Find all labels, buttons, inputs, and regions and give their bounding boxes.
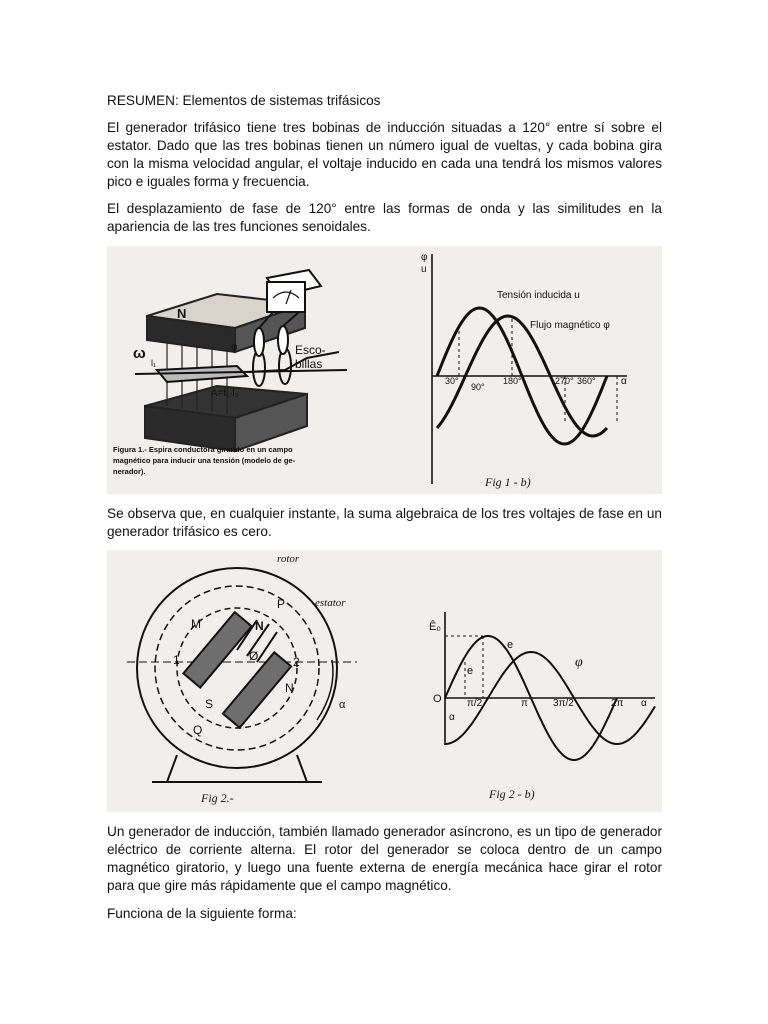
chart-2-grid	[445, 636, 483, 698]
paragraph-phase-shift: El desplazamiento de fase de 120° entre las formas de onda y las similitudes en la apariencia de las tres funciones senoidales.	[107, 201, 662, 234]
chart-2-x-label: α	[641, 698, 647, 709]
peak-emf-label: Ê₀	[429, 621, 441, 633]
brushes-label-2: billas	[295, 357, 323, 371]
tick-3pi-over-2: 3π/2	[553, 698, 574, 709]
area-label: A=l₁·l₂	[211, 388, 239, 399]
tick-180: 180°	[503, 376, 522, 386]
figure-2-label: Fig 2.-	[201, 791, 234, 805]
figure-2b-label: Fig 2 - b)	[489, 787, 535, 801]
figure-1b-label: Fig 1 - b)	[485, 475, 531, 489]
voltage-curve-label: Tensión inducida u	[497, 290, 580, 301]
figure-2-induction-generator	[107, 550, 662, 812]
chart-1-x-label: α	[621, 376, 627, 387]
chart-1-y-label-u: u	[421, 264, 427, 275]
emf-instant-label: e	[467, 665, 474, 677]
paragraph-how-it-works: Funciona de la siguiente forma:	[107, 906, 297, 921]
pole-n: N	[255, 619, 264, 633]
flux-curve-label: φ	[575, 655, 583, 670]
stator-label: estator	[315, 597, 346, 609]
origin-label: O	[433, 693, 442, 705]
stator-outer-ring	[137, 568, 337, 768]
figure-2-drawing	[107, 550, 662, 812]
coil-south	[223, 652, 291, 727]
flux-curve-label: Flujo magnético φ	[530, 320, 610, 331]
figure-1-generator-model	[107, 246, 662, 494]
tick-2pi: 2π	[611, 698, 624, 709]
tick-pi: π	[521, 698, 528, 709]
figure-1-drawing	[107, 246, 662, 494]
tick-270: 270°	[555, 376, 574, 386]
chart-1-y-label-phi: φ	[421, 252, 428, 263]
emf-curve-label: e	[507, 639, 514, 651]
tick-30: 30°	[445, 376, 459, 386]
paragraph-sum-zero: Se observa que, en cualquier instante, la suma algebraica de los tres voltajes de fase en un generador trifásico es cero.	[107, 506, 662, 539]
pole-s: S	[205, 697, 214, 711]
point-q: Q	[193, 723, 203, 737]
paragraph-three-phase-generator: El generador trifásico tiene tres bobinas de inducción situadas a 120° entre sí sobre el estator. Dado que las tres bobinas tienen un número igual de vueltas, y cada bobina gira con la misma velocidad angular, el voltaje inducido en cada una tendrá los mismos valores pico e iguales forma y frecuencia.	[107, 120, 662, 189]
phi-label: φ	[231, 342, 238, 353]
brush-2	[278, 326, 288, 354]
pole-n-lower: N	[285, 681, 294, 695]
angle-label: α	[449, 712, 455, 723]
flux-symbol: Ø	[249, 649, 259, 663]
terminal-2: 2	[293, 655, 300, 669]
rotation-angle-label: α	[339, 699, 346, 711]
rotor-label: rotor	[277, 553, 300, 565]
pole-n-label: N	[177, 306, 187, 321]
tick-pi-over-2: π/2	[467, 698, 483, 709]
tick-90: 90°	[471, 382, 485, 392]
l1-label: l₁	[151, 358, 157, 368]
figure-1-caption-line-1: Figura 1.- Espira conductora girando en un campo	[113, 445, 293, 454]
omega-label: ω	[133, 345, 146, 362]
point-m: M	[191, 617, 201, 631]
tick-360: 360°	[577, 376, 596, 386]
voltmeter	[267, 282, 305, 312]
figure-1-caption-line-2: magnético para inducir una tensión (modelo de ge-	[113, 456, 296, 465]
brushes-label-1: Esco-	[295, 343, 326, 357]
brush-1	[254, 328, 264, 356]
terminal-1: 1	[173, 653, 180, 667]
page-title: RESUMEN: Elementos de sistemas trifásicos	[107, 93, 381, 108]
figure-1-caption-line-3: nerador).	[113, 467, 146, 476]
point-p: P	[277, 597, 286, 611]
paragraph-induction-generator: Un generador de inducción, también llamado generador asíncrono, es un tipo de generador eléctrico de corriente alterna. El rotor del generador se coloca dentro de un campo magnético giratorio, y luego una fuente externa de energía mecánica hace girar el rotor para que gire más rápidamente que el campo magnético.	[107, 824, 662, 893]
